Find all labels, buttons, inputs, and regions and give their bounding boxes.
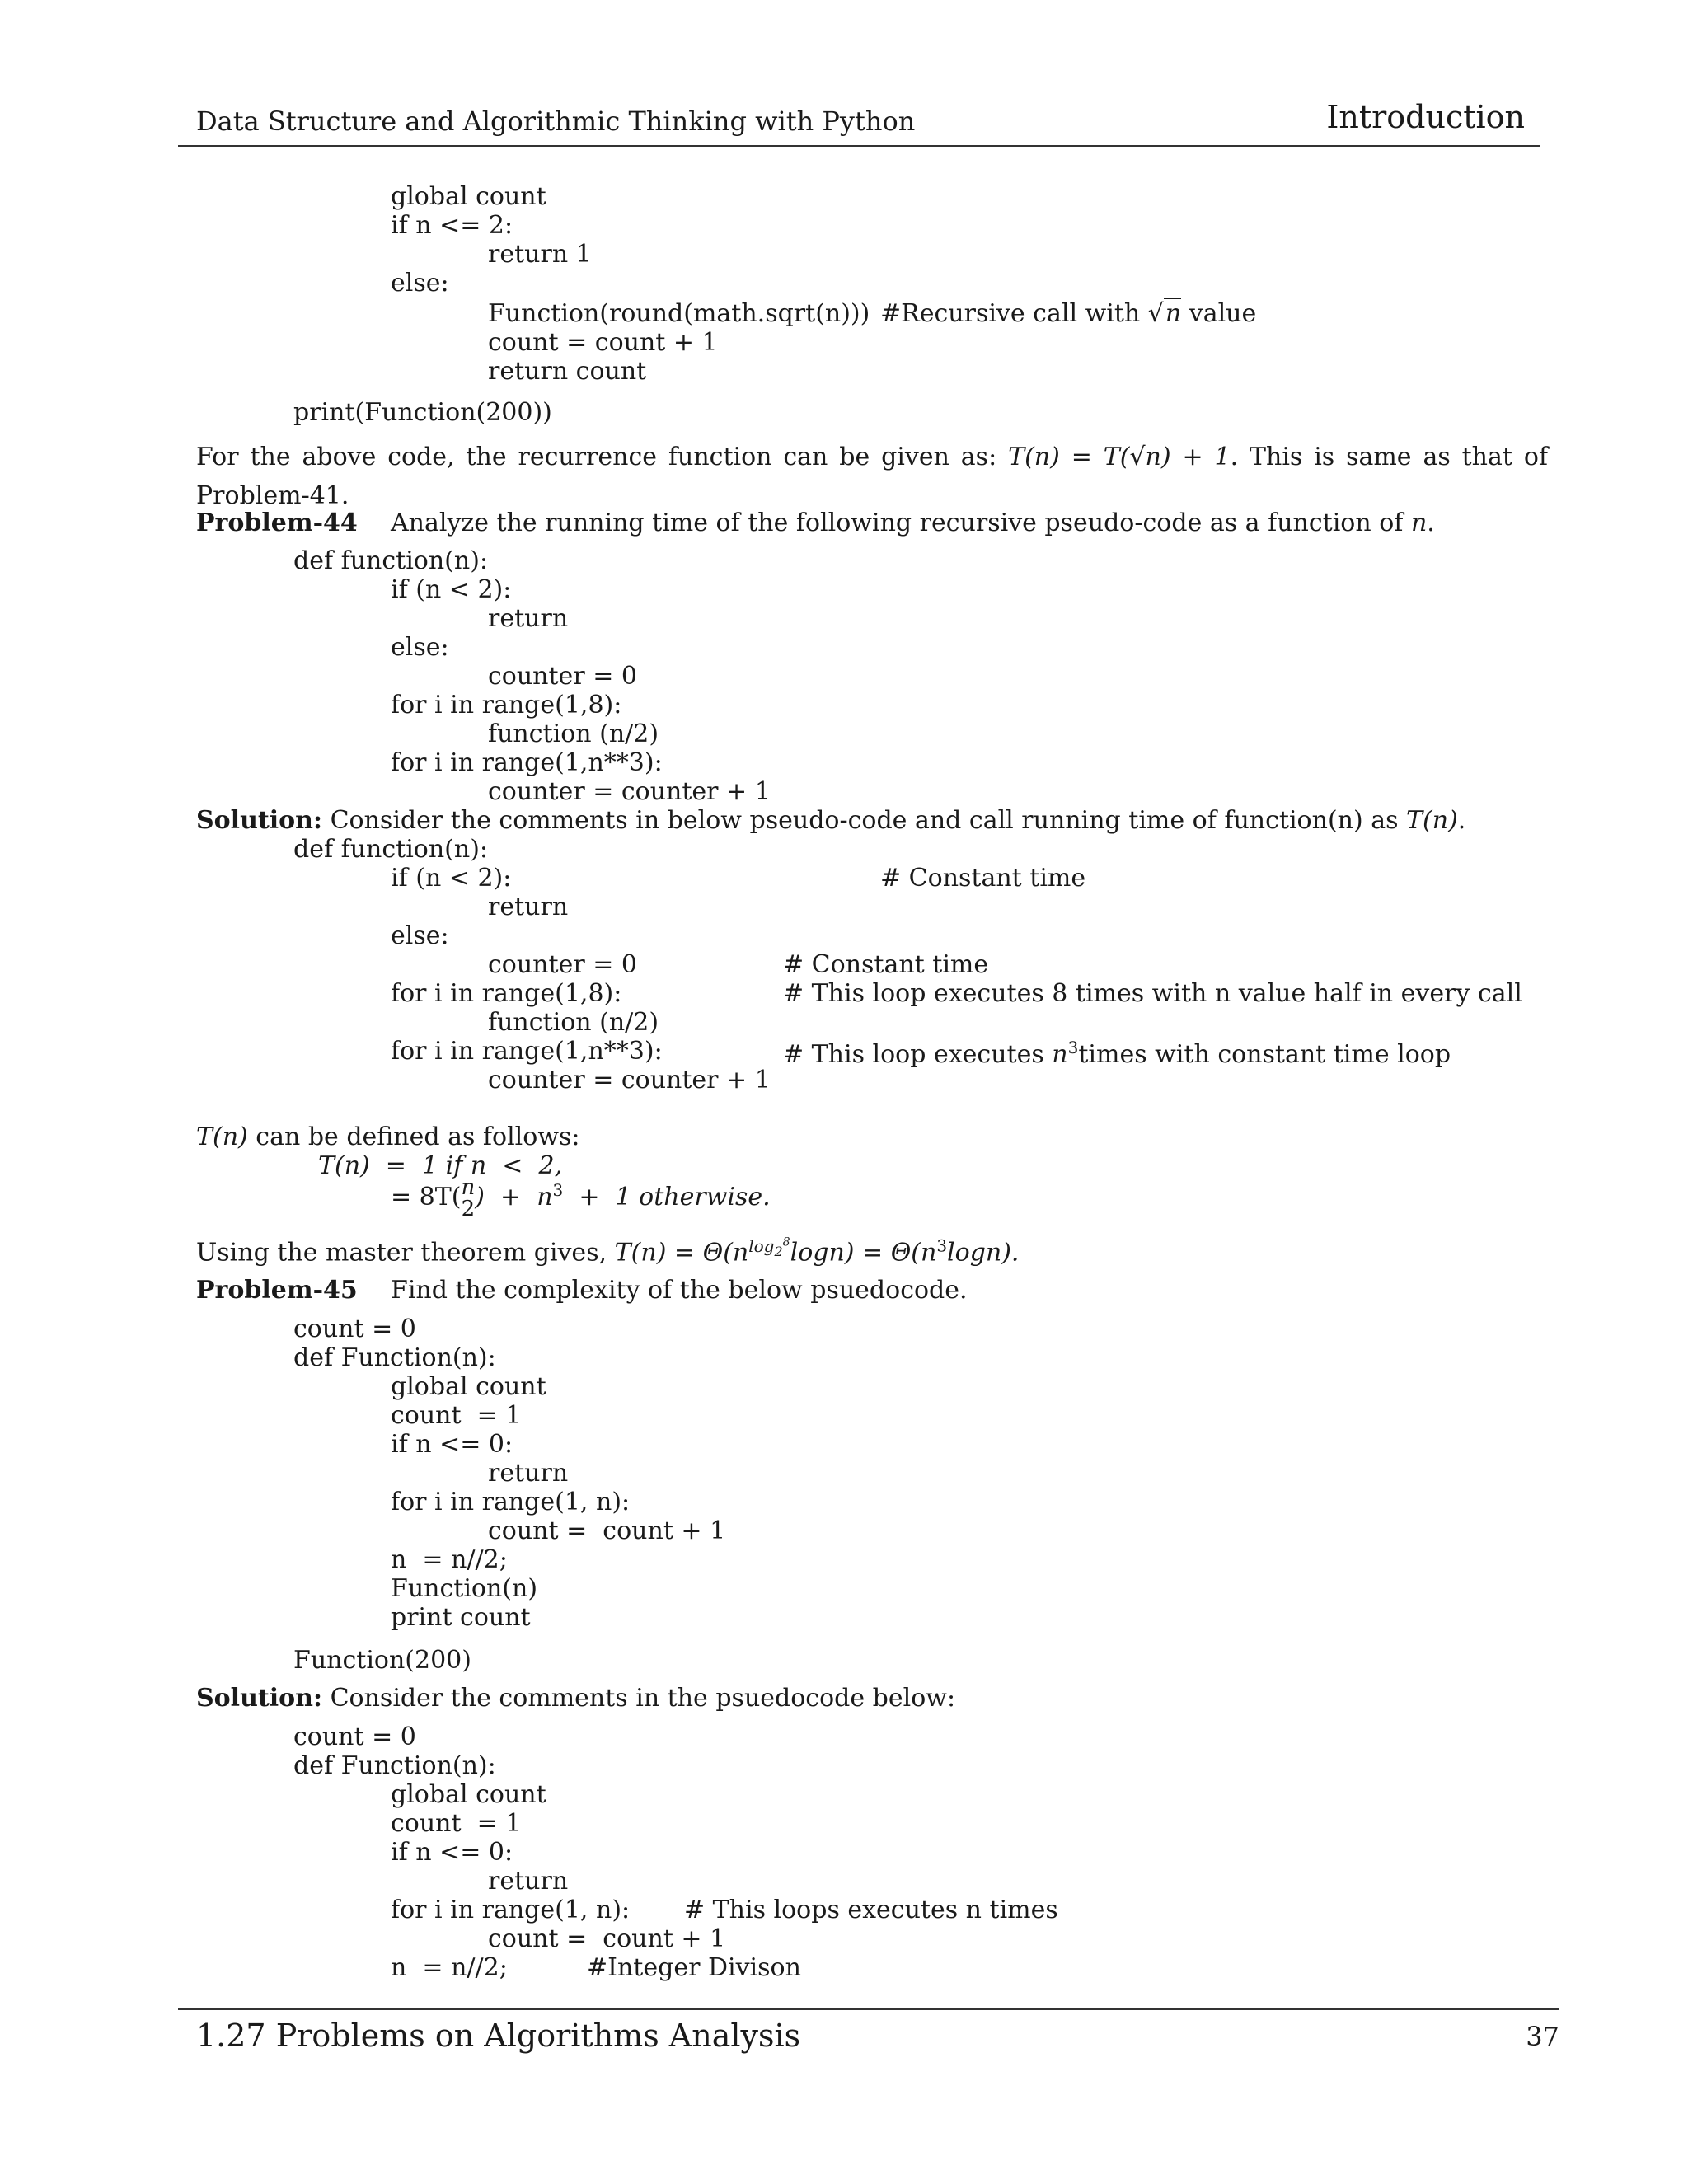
code-line: function (n/2) [488,1008,659,1037]
code-line: count = 0 [293,1722,416,1751]
code-line: count = count + 1 [488,1924,726,1953]
code-line: if n <= 0: [391,1430,513,1459]
code-line: return 1 [488,240,592,269]
code-line: print(Function(200)) [293,398,552,427]
code-line: for i in range(1, n): [391,1896,631,1924]
code-line: counter = counter + 1 [488,1066,771,1094]
code-line: return [488,893,569,921]
problem-statement: Analyze the running time of the following recursive pseudo-code as a function of n. [391,509,1435,537]
code-line: count = count + 1 [488,1516,726,1545]
code-line: n = n//2; [391,1953,508,1982]
code-line: function (n/2) [488,719,659,748]
code-line: count = 0 [293,1315,416,1343]
recurrence-line-1: T(n) = 1 if n < 2, [318,1151,563,1180]
code-line: counter = 0 [488,662,637,691]
recurrence-line-2: = 8T( n 2 ) + $n^3 + 1$ otherwise. [391,1175,771,1221]
master-theorem-line: Using the master theorem gives, $T(n) = \Theta(n^{log_2^8}\log n) = \Theta(n^3\log n)$. [196,1235,1020,1268]
code-comment: #Integer Divison [587,1953,801,1982]
code-line: if n <= 0: [391,1838,513,1867]
code-comment: # This loops executes n times [684,1896,1058,1924]
code-comment: # This loop executes 8 times with n value half in every call [783,979,1522,1008]
code-line: def function(n): [293,546,489,575]
code-comment: # Constant time [783,950,989,979]
code-comment: #Recursive call with √n value [880,299,1257,328]
code-line: def Function(n): [293,1751,496,1780]
footer-rule [178,2008,1559,2010]
code-comment: # Constant time [880,864,1086,893]
code-line: if (n < 2): [391,575,512,604]
code-comment: # This loop executes $n^3times$ with constant time loop [783,1038,1451,1069]
code-line: for i in range(1,8): [391,691,622,719]
code-line: print count [391,1603,531,1632]
code-line: counter = counter + 1 [488,777,771,806]
code-line: else: [391,921,449,950]
running-header-book-title: Data Structure and Algorithmic Thinking with Python [196,105,916,137]
code-line: def function(n): [293,835,489,864]
code-line: global count [391,1372,546,1401]
code-line: if (n < 2): [391,864,512,893]
code-line: for i in range(1,n**3): [391,748,663,777]
code-line: return count [488,357,647,386]
code-line: for i in range(1,8): [391,979,622,1008]
code-line: global count [391,1780,546,1809]
code-line: count = 1 [391,1809,522,1838]
code-line: counter = 0 [488,950,637,979]
page-number: 37 [1526,2021,1559,2052]
code-line: return [488,1459,569,1488]
header-rule [178,145,1540,147]
code-line: global count [391,182,546,211]
running-header-chapter: Introduction [1326,99,1525,135]
code-line: return [488,604,569,633]
problem-label: Problem-44 [196,509,358,537]
code-line: return [488,1867,569,1896]
solution-intro: Solution: Consider the comments in below pseudo-code and call running time of function(n) as T(n). [196,806,1466,835]
code-line: for i in range(1,n**3): [391,1037,663,1066]
solution-intro: Solution: Consider the comments in the psuedocode below: [196,1684,956,1713]
code-line: def Function(n): [293,1343,496,1372]
code-line: if n <= 2: [391,211,513,240]
code-line: count = count + 1 [488,328,718,357]
paragraph: For the above code, the recurrence function can be given as: T(n) = T(√n) + 1. This is same as that of Problem-41. [196,443,1548,510]
code-line: else: [391,269,449,298]
problem-label: Problem-45 [196,1276,358,1305]
code-line: Function(n) [391,1574,538,1603]
code-line: Function(round(math.sqrt(n))) [488,299,870,328]
running-footer-section: 1.27 Problems on Algorithms Analysis [196,2018,801,2054]
code-line: n = n//2; [391,1545,508,1574]
problem-statement: Find the complexity of the below psuedocode. [391,1276,968,1305]
definition-intro: T(n) can be defined as follows: [196,1122,580,1151]
code-line: for i in range(1, n): [391,1488,631,1516]
code-line: else: [391,633,449,662]
code-line: count = 1 [391,1401,522,1430]
code-line: Function(200) [293,1646,471,1675]
